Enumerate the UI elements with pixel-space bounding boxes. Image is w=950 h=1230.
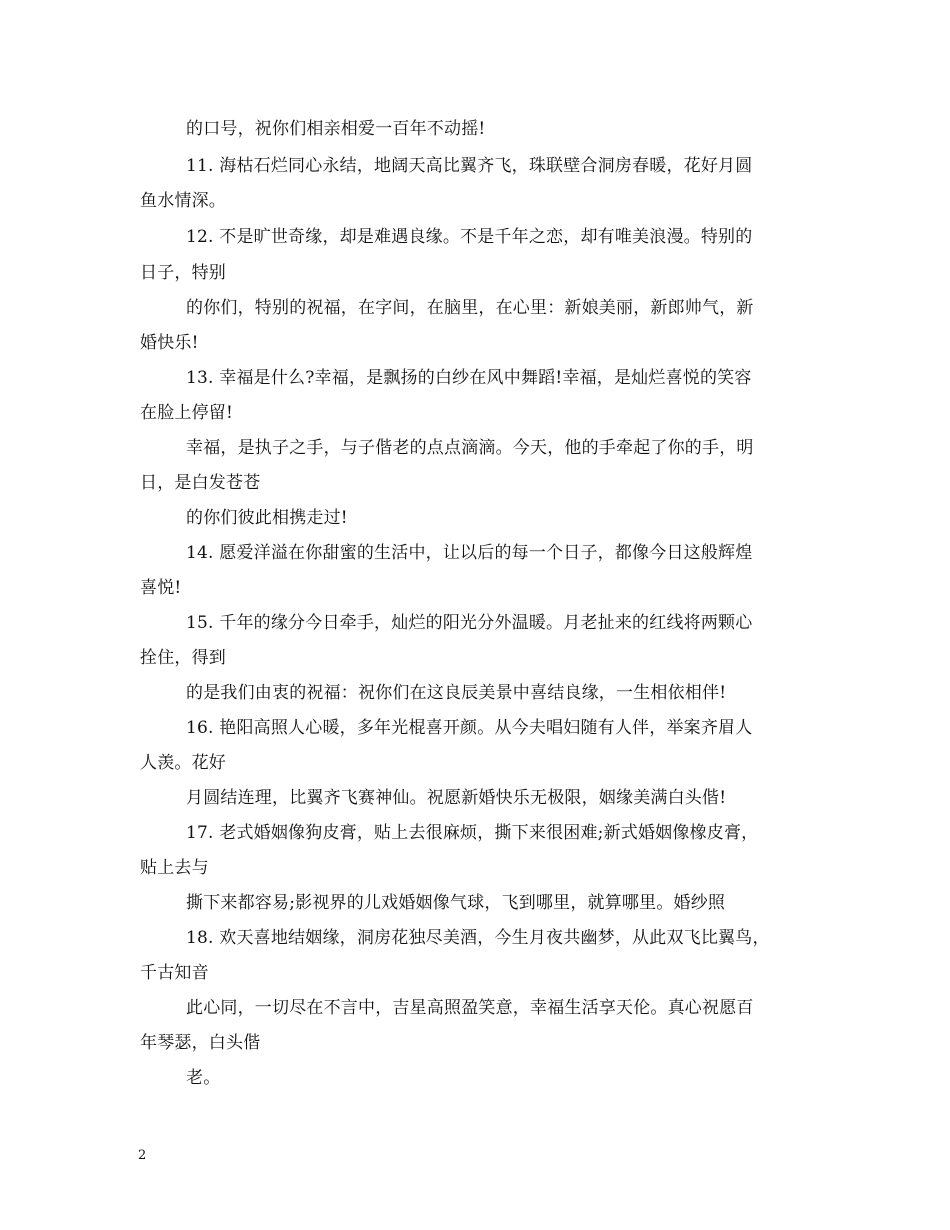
text-line: 撕下来都容易;影视界的儿戏婚姻像气球，飞到哪里，就算哪里。婚纱照 xyxy=(186,893,726,913)
text-line: 18. 欢天喜地结姻缘，洞房花独尽美酒，今生月夜共幽梦，从此双飞比翼鸟， xyxy=(186,928,770,948)
text-line: 14. 愿爱洋溢在你甜蜜的生活中，让以后的每一个日子，都像今日这般辉煌 xyxy=(186,543,753,563)
text-line: 在脸上停留! xyxy=(140,403,234,423)
text-line: 千古知音 xyxy=(140,963,209,983)
text-line: 17. 老式婚姻像狗皮膏，贴上去很麻烦，撕下来很困难;新式婚姻像橡皮膏， xyxy=(186,823,759,843)
text-line: 拴住，得到 xyxy=(140,648,226,668)
text-line: 13. 幸福是什么?幸福，是飘扬的白纱在风中舞蹈!幸福，是灿烂喜悦的笑容 xyxy=(186,368,752,388)
text-line: 喜悦! xyxy=(140,578,182,598)
text-line: 11. 海枯石烂同心永结，地阔天高比翼齐飞，珠联壁合洞房春暖，花好月圆 xyxy=(186,156,753,176)
text-line: 12. 不是旷世奇缘，却是难遇良缘。不是千年之恋，却有唯美浪漫。特别的 xyxy=(186,227,753,247)
text-line: 日子，特别 xyxy=(140,263,226,283)
text-line: 16. 艳阳高照人心暖，多年光棍喜开颜。从今夫唱妇随有人伴，举案齐眉人 xyxy=(186,718,753,738)
text-line: 的你们彼此相携走过! xyxy=(186,508,348,528)
text-line: 人羡。花好 xyxy=(140,753,226,773)
text-line: 的口号，祝你们相亲相爱一百年不动摇! xyxy=(186,119,486,139)
page-number: 2 xyxy=(138,1148,147,1163)
text-line: 幸福，是执子之手，与子偕老的点点滴滴。今天，他的手牵起了你的手，明 xyxy=(186,438,754,458)
text-line: 老。 xyxy=(186,1068,221,1088)
text-line: 15. 千年的缘分今日牵手，灿烂的阳光分外温暖。月老扯来的红线将两颗心 xyxy=(186,613,753,633)
text-line: 贴上去与 xyxy=(140,858,209,878)
text-line: 婚快乐! xyxy=(140,333,199,353)
text-line: 年琴瑟，白头偕 xyxy=(140,1033,261,1053)
text-line: 月圆结连理，比翼齐飞赛神仙。祝愿新婚快乐无极限，姻缘美满白头偕! xyxy=(186,788,727,808)
text-line: 此心同，一切尽在不言中，吉星高照盈笑意，幸福生活享天伦。真心祝愿百 xyxy=(186,998,754,1018)
text-line: 日，是白发苍苍 xyxy=(140,473,261,493)
text-line: 的你们，特别的祝福，在字间，在脑里，在心里：新娘美丽，新郎帅气，新 xyxy=(186,298,754,318)
text-line: 鱼水情深。 xyxy=(140,191,226,211)
text-line: 的是我们由衷的祝福：祝你们在这良辰美景中喜结良缘，一生相依相伴! xyxy=(186,683,727,703)
